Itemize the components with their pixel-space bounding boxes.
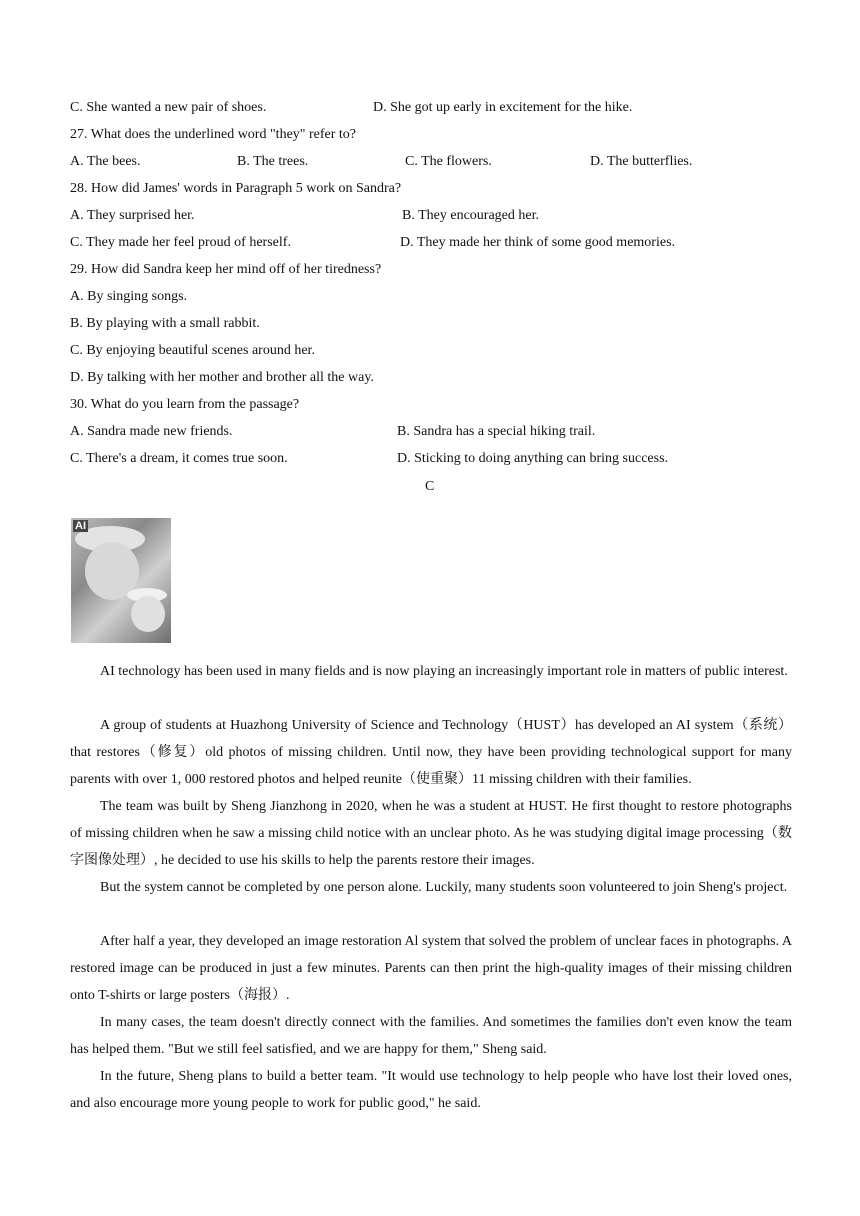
q28-option-c: C. They made her feel proud of herself. bbox=[70, 235, 291, 250]
q29-option-a: A. By singing songs. bbox=[70, 289, 188, 304]
q30-stem: 30. What do you learn from the passage? bbox=[70, 397, 300, 412]
passage-paragraph-6: In many cases, the team doesn't directly connect with the families. And sometimes the families don't even know the team has helped them. "But we still feel satisfied, and we are happy for them," Sheng said. bbox=[70, 1015, 792, 1057]
passage-paragraph-4: But the system cannot be completed by one person alone. Luckily, many students soon volunteered to join Sheng's project. bbox=[100, 880, 788, 895]
q28-stem: 28. How did James' words in Paragraph 5 work on Sandra? bbox=[70, 181, 402, 196]
q30-option-c: C. There's a dream, it comes true soon. bbox=[70, 451, 288, 466]
q27-option-d: D. The butterflies. bbox=[590, 154, 693, 169]
passage-paragraph-2: A group of students at Huazhong University of Science and Technology（HUST）has developed an AI system（系统）that restores（修复）old photos of missing children. Until now, they have been providing technological support for many parents with over 1, 000 restored photos and helped reunite（使重聚）11 missing children with their families. bbox=[70, 718, 792, 787]
photo-ai-badge: AI bbox=[75, 520, 86, 532]
q29-stem: 29. How did Sandra keep her mind off of her tiredness? bbox=[70, 262, 382, 277]
photo-child-face-small bbox=[131, 596, 165, 632]
q27-option-b: B. The trees. bbox=[237, 154, 309, 169]
q28-option-a: A. They surprised her. bbox=[70, 208, 195, 223]
q28-option-b: B. They encouraged her. bbox=[402, 208, 539, 223]
q30-option-b: B. Sandra has a special hiking trail. bbox=[397, 424, 596, 439]
q27-option-c: C. The flowers. bbox=[405, 154, 492, 169]
q27-stem: 27. What does the underlined word "they" refer to? bbox=[70, 127, 357, 142]
q29-option-c: C. By enjoying beautiful scenes around her. bbox=[70, 343, 315, 358]
q26-option-c: C. She wanted a new pair of shoes. bbox=[70, 100, 267, 115]
restored-children-photo bbox=[71, 518, 171, 643]
section-label: C bbox=[425, 479, 435, 494]
q29-option-b: B. By playing with a small rabbit. bbox=[70, 316, 260, 331]
passage-paragraph-3: The team was built by Sheng Jianzhong in 2020, when he was a student at HUST. He first thought to restore photographs of missing children when he saw a missing child notice with an unclear photo. As he was studying digital image processing（数字图像处理）, he decided to use his skills to help the parents restore their images. bbox=[70, 799, 792, 868]
passage-paragraph-1: AI technology has been used in many fields and is now playing an increasingly important role in matters of public interest. bbox=[100, 664, 788, 679]
q28-option-d: D. They made her think of some good memories. bbox=[400, 235, 676, 250]
passage-paragraph-7: In the future, Sheng plans to build a better team. "It would use technology to help people who have lost their loved ones, and also encourage more young people to work for public good," he said. bbox=[70, 1069, 792, 1111]
q26-option-d: D. She got up early in excitement for the hike. bbox=[373, 100, 633, 115]
passage-paragraph-5: After half a year, they developed an image restoration Al system that solved the problem of unclear faces in photographs. A restored image can be produced in just a few minutes. Parents can then print the high-quality images of their missing children onto T-shirts or large posters（海报）. bbox=[70, 934, 792, 1003]
q29-option-d: D. By talking with her mother and brother all the way. bbox=[70, 370, 374, 385]
q30-option-d: D. Sticking to doing anything can bring success. bbox=[397, 451, 669, 466]
q30-option-a: A. Sandra made new friends. bbox=[70, 424, 233, 439]
q27-option-a: A. The bees. bbox=[70, 154, 141, 169]
